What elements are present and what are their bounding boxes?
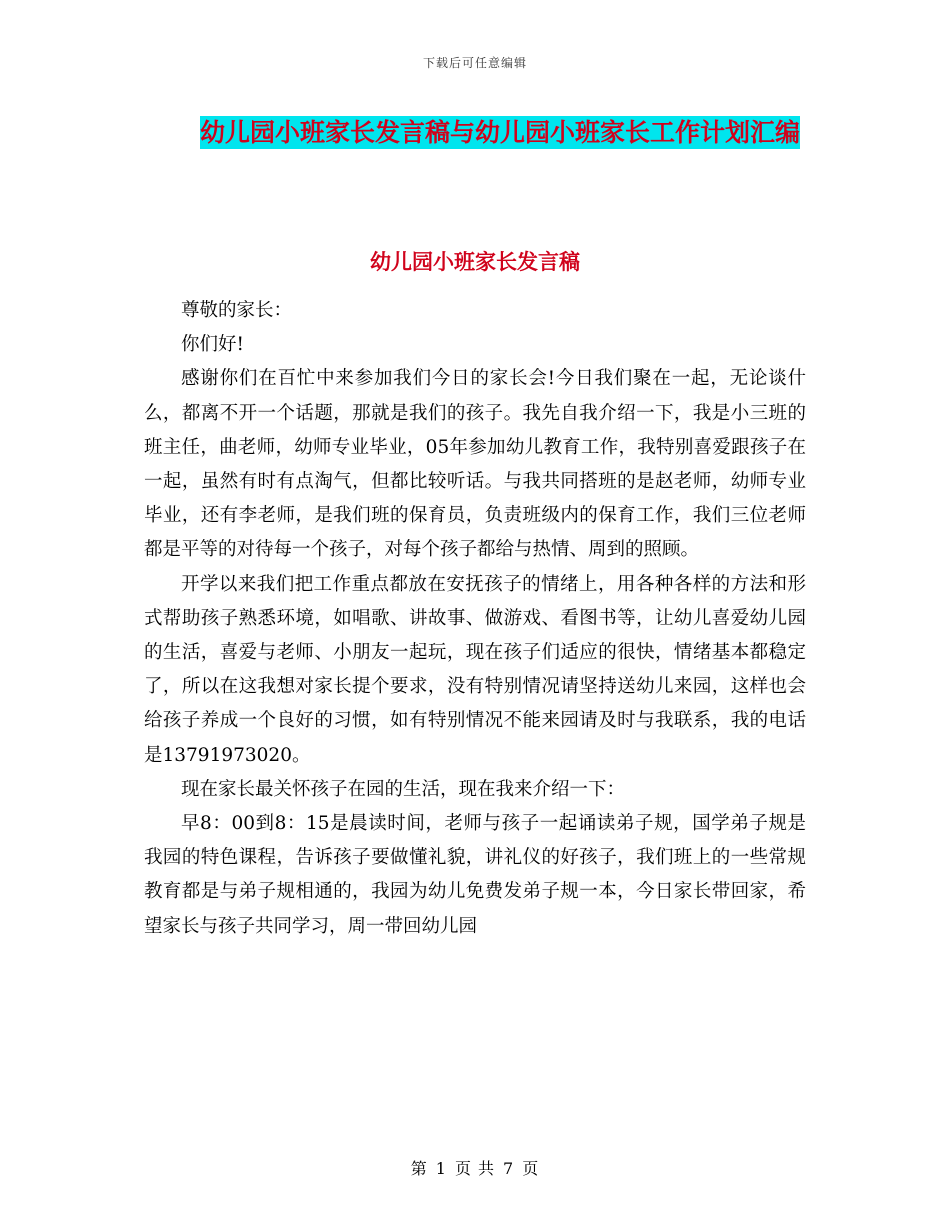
- paragraph-morning-reading: 早8：00到8：15是晨读时间，老师与孩子一起诵读弟子规，国学弟子规是我园的特色课程，告诉孩子要做懂礼貌，讲礼仪的好孩子，我们班上的一些常规教育都是与弟子规相通的，我园为幼儿免费发弟子规一本，今日家长带回家，希望家长与孩子共同学习，周一带回幼儿园: [144, 813, 806, 937]
- page-footer: [0, 1156, 950, 1179]
- document-title: [190, 110, 810, 156]
- document-title-text: 幼儿园小班家长发言稿与幼儿园小班家长工作计划汇编: [199, 118, 800, 147]
- paragraph-greeting: 你们好!: [181, 334, 244, 356]
- footer-middle: 页 共: [454, 1159, 496, 1178]
- paragraph-introduction: 感谢你们在百忙中来参加我们今日的家长会!今日我们聚在一起，无论谈什么，都离不开一个话题，那就是我们的孩子。我先自我介绍一下，我是小三班的班主任，曲老师，幼师专业毕业，05年参加幼儿教育工作，我特别喜爱跟孩子在一起，虽然有时有点淘气，但都比较听话。与我共同搭班的是赵老师，幼师专业毕业，还有李老师，是我们班的保育员，负责班级内的保育工作，我们三位老师都是平等的对待每一个孩子，对每个孩子都给与热情、周到的照顾。: [144, 368, 806, 561]
- body-text: [144, 294, 806, 944]
- paragraph-daily-life-intro: 现在家长最关怀孩子在园的生活，现在我来介绍一下：: [181, 778, 626, 800]
- footer-suffix: 页: [522, 1159, 540, 1178]
- paragraph-salutation: 尊敬的家长：: [181, 300, 293, 321]
- header-note: 下载后可任意编辑: [422, 56, 527, 70]
- footer-total-pages: 7: [503, 1159, 515, 1178]
- section-title: 幼儿园小班家长发言稿: [370, 249, 580, 274]
- footer-prefix: 第: [410, 1159, 428, 1178]
- footer-page-number: 1: [435, 1159, 447, 1178]
- paragraph-adaptation: 开学以来我们把工作重点都放在安抚孩子的情绪上，用各种各样的方法和形式帮助孩子熟悉环境，如唱歌、讲故事、做游戏、看图书等，让幼儿喜爱幼儿园的生活，喜爱与老师、小朋友一起玩，现在孩子们适应的很快，情绪基本都稳定了，所以在这我想对家长提个要求，没有特别情况请坚持送幼儿来园，这样也会给孩子养成一个良好的习惯，如有特别情况不能来园请及时与我联系，我的电话是13791973020。: [144, 573, 806, 766]
